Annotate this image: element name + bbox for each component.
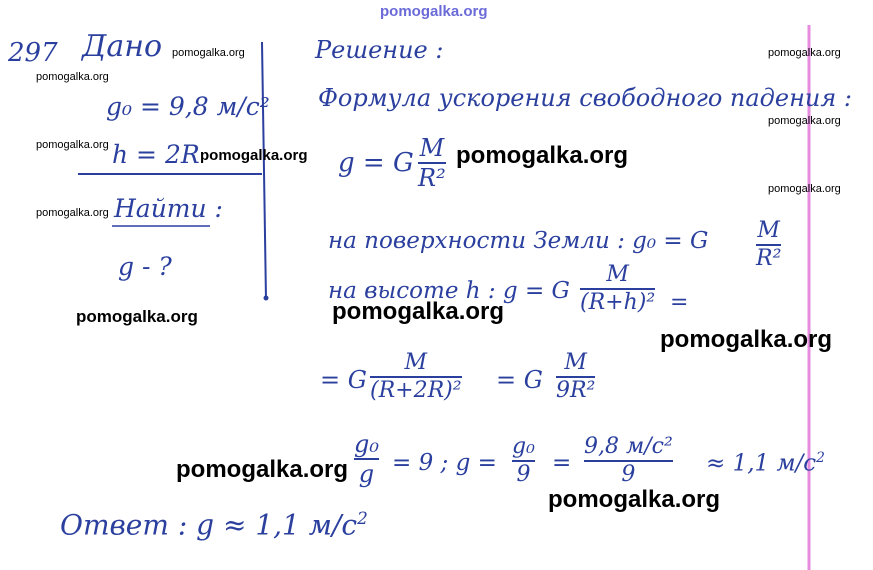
divider-dot bbox=[264, 296, 269, 301]
step2-fraction bbox=[556, 352, 595, 402]
ratio-numerator: g₀ bbox=[354, 430, 379, 458]
ratio-equals: = bbox=[552, 450, 572, 476]
answer bbox=[60, 508, 368, 542]
step-lhs: = G bbox=[320, 366, 367, 394]
calc-numerator: 9,8 м/с² bbox=[584, 434, 673, 459]
calc-denominator: 9 bbox=[621, 462, 636, 487]
watermark: pomogalka.org bbox=[332, 298, 505, 325]
watermark: pomogalka.org bbox=[36, 71, 109, 83]
surface-denominator: R² bbox=[756, 246, 782, 271]
problem-number: 297 bbox=[8, 38, 58, 68]
step2-denominator: 9R² bbox=[556, 378, 596, 403]
step2-numerator: M bbox=[564, 350, 587, 375]
given-heading: Дано bbox=[82, 29, 163, 64]
solution-heading: Решение : bbox=[315, 36, 444, 64]
calc-fraction bbox=[584, 436, 673, 486]
calc-result-text: ≈ 1,1 м/с bbox=[706, 450, 817, 477]
height-equals: = bbox=[670, 290, 689, 315]
formula-fraction bbox=[418, 136, 446, 190]
formula-numerator: M bbox=[419, 134, 445, 162]
ratio-denominator: g bbox=[358, 460, 375, 488]
height-fraction bbox=[580, 264, 655, 314]
watermark: pomogalka.org bbox=[660, 326, 833, 353]
given-h: h = 2R bbox=[112, 140, 200, 169]
watermark: pomogalka.org bbox=[200, 147, 308, 164]
surface-fraction bbox=[756, 220, 781, 270]
calc-result-sup: 2 bbox=[816, 450, 825, 466]
watermark: pomogalka.org bbox=[76, 307, 198, 326]
formula-lhs: g = G bbox=[338, 148, 414, 178]
step-numerator: M bbox=[404, 350, 428, 375]
ratio2-fraction bbox=[512, 436, 535, 486]
answer-text: Ответ : g ≈ 1,1 м/с bbox=[60, 508, 358, 542]
watermark: pomogalka.org bbox=[548, 486, 721, 513]
formula-intro: Формула ускорения свободного падения : bbox=[318, 84, 852, 112]
answer-sup: 2 bbox=[357, 508, 368, 528]
step-mid: = G bbox=[496, 366, 543, 394]
height-denominator: (R+h)² bbox=[580, 290, 656, 315]
watermark: pomogalka.org bbox=[768, 47, 841, 59]
watermark-top: pomogalka.org bbox=[380, 3, 488, 20]
calc-result bbox=[706, 452, 825, 476]
watermark: pomogalka.org bbox=[456, 142, 629, 169]
surface-numerator: M bbox=[757, 218, 780, 243]
watermark: pomogalka.org bbox=[176, 456, 349, 483]
watermark: pomogalka.org bbox=[36, 139, 109, 151]
surface-label: на поверхности Земли : g₀ = G bbox=[328, 228, 709, 254]
ratio-fraction bbox=[354, 432, 379, 486]
height-label: на высоте h : g = G bbox=[328, 278, 570, 304]
find-heading: Найти : bbox=[114, 194, 223, 223]
given-divider-vertical bbox=[262, 42, 266, 300]
watermark: pomogalka.org bbox=[172, 47, 245, 59]
ratio2-numerator: g₀ bbox=[512, 434, 535, 459]
watermark: pomogalka.org bbox=[36, 207, 109, 219]
ratio2-denominator: 9 bbox=[516, 462, 531, 487]
step-denominator: (R+2R)² bbox=[370, 378, 462, 403]
step-fraction bbox=[370, 352, 462, 402]
find-g: g - ? bbox=[118, 252, 172, 281]
given-g0: g₀ = 9,8 м/с² bbox=[106, 92, 270, 121]
height-numerator: M bbox=[606, 262, 629, 287]
watermark: pomogalka.org bbox=[768, 115, 841, 127]
watermark: pomogalka.org bbox=[768, 183, 841, 195]
formula-denominator: R² bbox=[418, 164, 446, 192]
ratio-mid: = 9 ; g = bbox=[392, 450, 497, 476]
